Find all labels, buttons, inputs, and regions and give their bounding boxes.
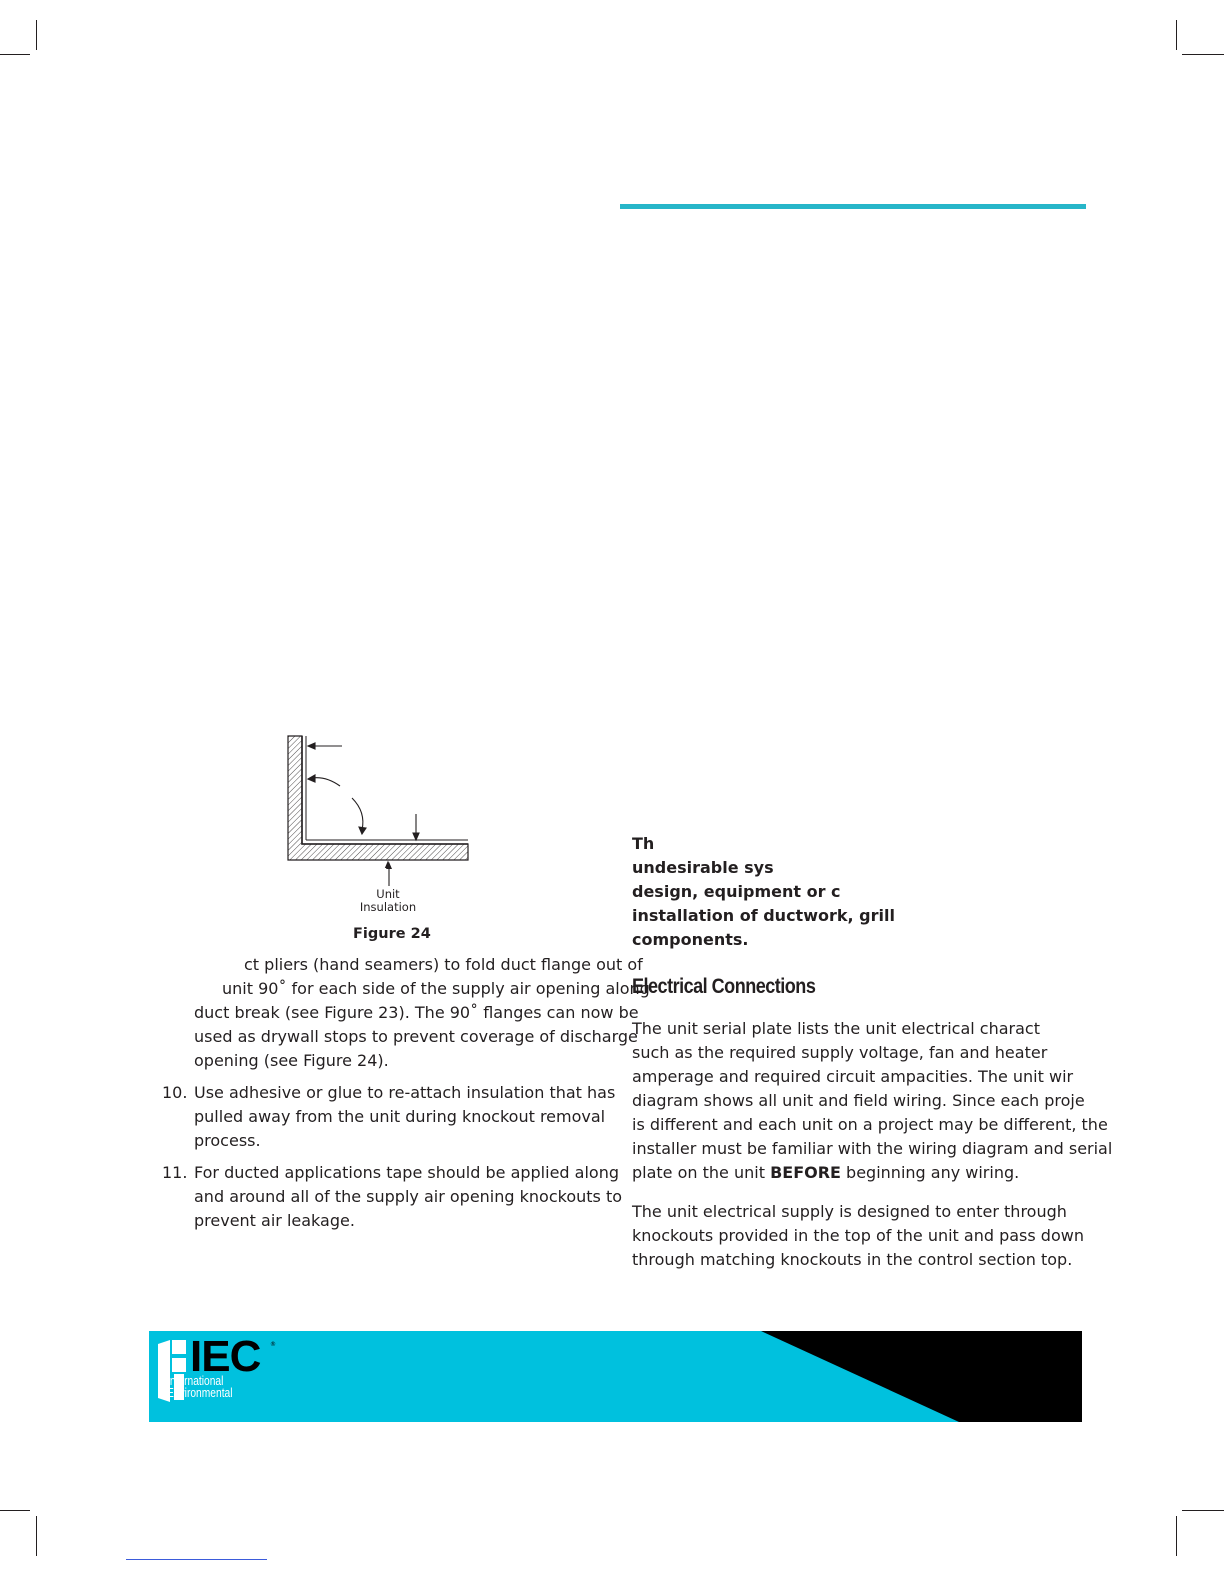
step-11-text: For ducted applications tape should be applied along and around all of the supply air opening knockouts to prevent air leakage. — [194, 1163, 622, 1230]
link-underline — [126, 1559, 267, 1560]
continued-step-line: duct break (see Figure 23). The 90˚ flanges can now be — [194, 1003, 639, 1022]
figure-24-label: Unit Insulation — [359, 887, 417, 914]
continued-step-line: ct pliers (hand seamers) to fold duct flange out of — [244, 955, 643, 974]
figure-24-caption: Figure 24 — [353, 926, 431, 942]
footer-black-wedge — [149, 1331, 1082, 1422]
crop-mark-bottom-left-v — [36, 1516, 37, 1556]
emphasis-before: BEFORE — [770, 1163, 841, 1182]
crop-mark-bottom-right-v — [1176, 1516, 1177, 1556]
section-rule — [620, 204, 1086, 209]
step-10-text: Use adhesive or glue to re-attach insulation that has pulled away from the unit during knockout removal process. — [194, 1083, 616, 1150]
logo-wordmark: IEC — [190, 1332, 261, 1381]
electrical-paragraph-2: The unit electrical supply is designed to enter through knockouts provided in the top of the unit and pass down through matching knockouts in the control section top. — [632, 1202, 1084, 1269]
warning-text: Th undesirable sys design, equipment or c installation of ductwork, grill components. — [632, 834, 895, 949]
crop-mark-bottom-right-h — [1182, 1510, 1224, 1511]
insulation-l-shape — [288, 736, 468, 860]
crop-mark-top-left-v — [36, 20, 37, 50]
logo-registered-mark: ® — [270, 1341, 276, 1348]
unit-insulation-arrow — [384, 862, 394, 888]
continued-step-line: used as drywall stops to prevent coverage of discharge — [194, 1027, 638, 1046]
crop-mark-top-left-h — [0, 54, 30, 55]
crop-mark-top-right-h — [1182, 54, 1224, 55]
section-heading: Electrical Connections — [632, 975, 816, 998]
electrical-paragraph-1: The unit serial plate lists the unit electrical charact such as the required supply voltage, fan and heater amperage and required circuit ampacities. The unit wir diagram shows all unit and field wiring. Since each proje is different and each unit on a project may be different, the installer must be familiar with the wiring diagram and serial plate on the unit BEFORE beginning any wiring. — [632, 1019, 1113, 1182]
crop-mark-top-right-v — [1176, 20, 1177, 50]
crop-mark-bottom-left-h — [0, 1510, 30, 1511]
continued-step-line: opening (see Figure 24). — [194, 1051, 389, 1070]
logo-subtitle: International Environmental — [167, 1374, 233, 1400]
continued-step — [194, 953, 650, 1073]
footer-band — [149, 1331, 1082, 1422]
step-number: 11. — [162, 1163, 188, 1182]
step-number: 10. — [162, 1083, 188, 1102]
figure-24-drawing — [280, 728, 480, 868]
continued-step-line: unit 90˚ for each side of the supply air opening along — [222, 979, 650, 998]
